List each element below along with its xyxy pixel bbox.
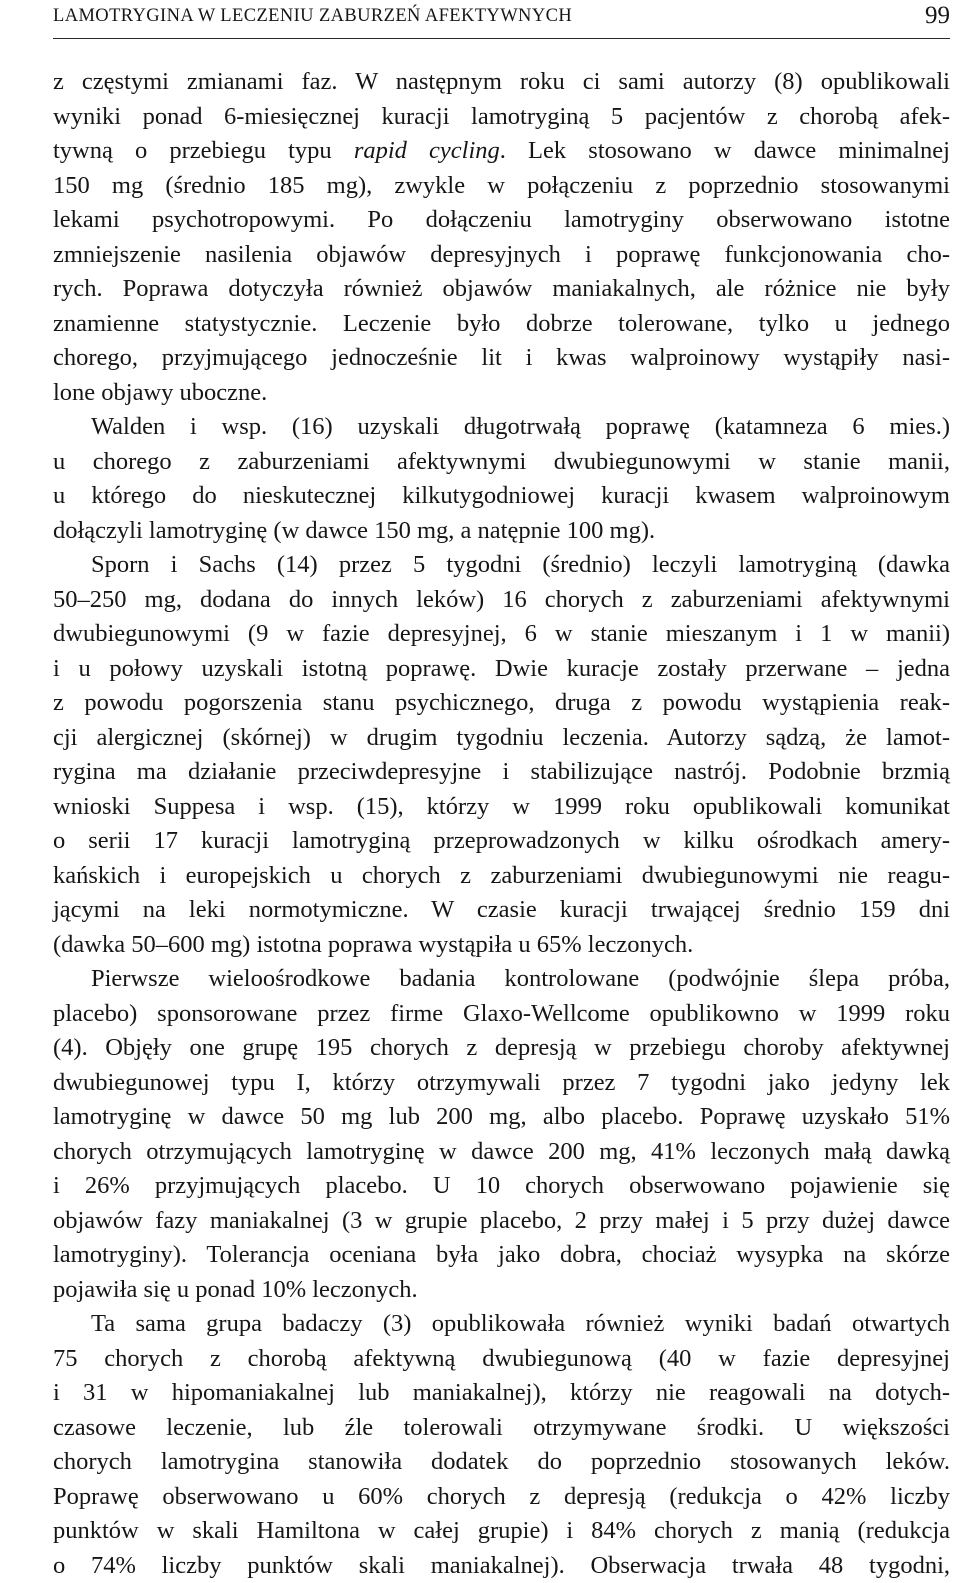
text-line: punktów w skali Hamiltona w całej grupie) i 84% chorych z manią (redukcja — [53, 1514, 950, 1549]
text-line: jącymi na leki normotymiczne. W czasie kuracji trwającej średnio 159 dni — [53, 893, 950, 928]
text-line: chorych otrzymujących lamotryginę w dawce 200 mg, 41% leczonych małą dawką — [53, 1135, 950, 1170]
running-title: LAMOTRYGINA W LECZENIU ZABURZEŃ AFEKTYWNYCH — [53, 6, 572, 27]
text-line: chorych lamotrygina stanowiła dodatek do poprzednio stosowanych leków. — [53, 1445, 950, 1480]
text-line: rygina ma działanie przeciwdepresyjne i stabilizujące nastrój. Podobnie brzmią — [53, 755, 950, 790]
text-line: z częstymi zmianami faz. W następnym roku ci sami autorzy (8) opublikowali — [53, 65, 950, 100]
text-line: (dawka 50–600 mg) istotna poprawa wystąpiła u 65% leczonych. — [53, 928, 950, 963]
paragraph — [53, 1307, 950, 1583]
text-line: lekami psychotropowymi. Po dołączeniu lamotryginy obserwowano istotne — [53, 203, 950, 238]
text-line: objawów fazy maniakalnej (3 w grupie placebo, 2 przy małej i 5 przy dużej dawce — [53, 1204, 950, 1239]
running-header — [53, 0, 950, 39]
text-line: cji alergicznej (skórnej) w drugim tygodniu leczenia. Autorzy sądzą, że lamot- — [53, 721, 950, 756]
text-line: lone objawy uboczne. — [53, 376, 950, 411]
text-line: o 74% liczby punktów skali maniakalnej). Obserwacja trwała 48 tygodni, — [53, 1549, 950, 1583]
text-line: o serii 17 kuracji lamotryginą przeprowadzonych w kilku ośrodkach amery- — [53, 824, 950, 859]
paragraph — [53, 548, 950, 962]
text-line: dwubiegunowej typu I, którzy otrzymywali przez 7 tygodni jako jedyny lek — [53, 1066, 950, 1101]
text-line: znamienne statystycznie. Leczenie było dobrze tolerowane, tylko u jednego — [53, 307, 950, 342]
text-line: Ta sama grupa badaczy (3) opublikowała również wyniki badań otwartych — [53, 1307, 950, 1342]
text-line: 50–250 mg, dodana do innych leków) 16 chorych z zaburzeniami afektywnymi — [53, 583, 950, 618]
text-line: tywną o przebiegu typu rapid cycling. Lek stosowano w dawce minimalnej — [53, 134, 950, 169]
text-line: i 26% przyjmujących placebo. U 10 chorych obserwowano pojawienie się — [53, 1169, 950, 1204]
text-line: (4). Objęły one grupę 195 chorych z depresją w przebiegu choroby afektywnej — [53, 1031, 950, 1066]
text-line: wnioski Suppesa i wsp. (15), którzy w 1999 roku opublikowali komunikat — [53, 790, 950, 825]
text-line: Pierwsze wieloośrodkowe badania kontrolowane (podwójnie ślepa próba, — [53, 962, 950, 997]
text-line: Sporn i Sachs (14) przez 5 tygodni (średnio) leczyli lamotryginą (dawka — [53, 548, 950, 583]
text-line: i u połowy uzyskali istotną poprawę. Dwie kuracje zostały przerwane – jedna — [53, 652, 950, 687]
italic-term: rapid cycling — [354, 137, 500, 164]
text-line: lamotryginy). Tolerancja oceniana była jako dobra, chociaż wysypka na skórze — [53, 1238, 950, 1273]
text-line: placebo) sponsorowane przez firme Glaxo-Wellcome opublikowno w 1999 roku — [53, 997, 950, 1032]
text-line: Walden i wsp. (16) uzyskali długotrwałą poprawę (katamneza 6 mies.) — [53, 410, 950, 445]
paragraph — [53, 65, 950, 410]
document-page — [53, 0, 950, 39]
text-line: zmniejszenie nasilenia objawów depresyjnych i poprawę funkcjonowania cho- — [53, 238, 950, 273]
text-line: u chorego z zaburzeniami afektywnymi dwubiegunowymi w stanie manii, — [53, 445, 950, 480]
text-line: czasowe leczenie, lub źle tolerowali otrzymywane środki. U większości — [53, 1411, 950, 1446]
text-line: u którego do nieskutecznej kilkutygodniowej kuracji kwasem walproinowym — [53, 479, 950, 514]
text-line: Poprawę obserwowano u 60% chorych z depresją (redukcja o 42% liczby — [53, 1480, 950, 1515]
text-line: i 31 w hipomaniakalnej lub maniakalnej), którzy nie reagowali na dotych- — [53, 1376, 950, 1411]
text-line: lamotryginę w dawce 50 mg lub 200 mg, albo placebo. Poprawę uzyskało 51% — [53, 1100, 950, 1135]
text-line: z powodu pogorszenia stanu psychicznego, druga z powodu wystąpienia reak- — [53, 686, 950, 721]
text-line: pojawiła się u ponad 10% leczonych. — [53, 1273, 950, 1308]
text-line: 75 chorych z chorobą afektywną dwubiegunową (40 w fazie depresyjnej — [53, 1342, 950, 1377]
page-number: 99 — [925, 2, 950, 30]
text-line: kańskich i europejskich u chorych z zaburzeniami dwubiegunowymi nie reagu- — [53, 859, 950, 894]
text-line: wyniki ponad 6-miesięcznej kuracji lamotryginą 5 pacjentów z chorobą afek- — [53, 100, 950, 135]
paragraph — [53, 962, 950, 1307]
text-line: dołączyli lamotryginę (w dawce 150 mg, a natępnie 100 mg). — [53, 514, 950, 549]
text-line: chorego, przyjmującego jednocześnie lit i kwas walproinowy wystąpiły nasi- — [53, 341, 950, 376]
paragraph — [53, 410, 950, 548]
text-line: 150 mg (średnio 185 mg), zwykle w połączeniu z poprzednio stosowanymi — [53, 169, 950, 204]
body-text — [53, 65, 950, 1583]
text-line: rych. Poprawa dotyczyła również objawów maniakalnych, ale różnice nie były — [53, 272, 950, 307]
text-line: dwubiegunowymi (9 w fazie depresyjnej, 6 w stanie mieszanym i 1 w manii) — [53, 617, 950, 652]
